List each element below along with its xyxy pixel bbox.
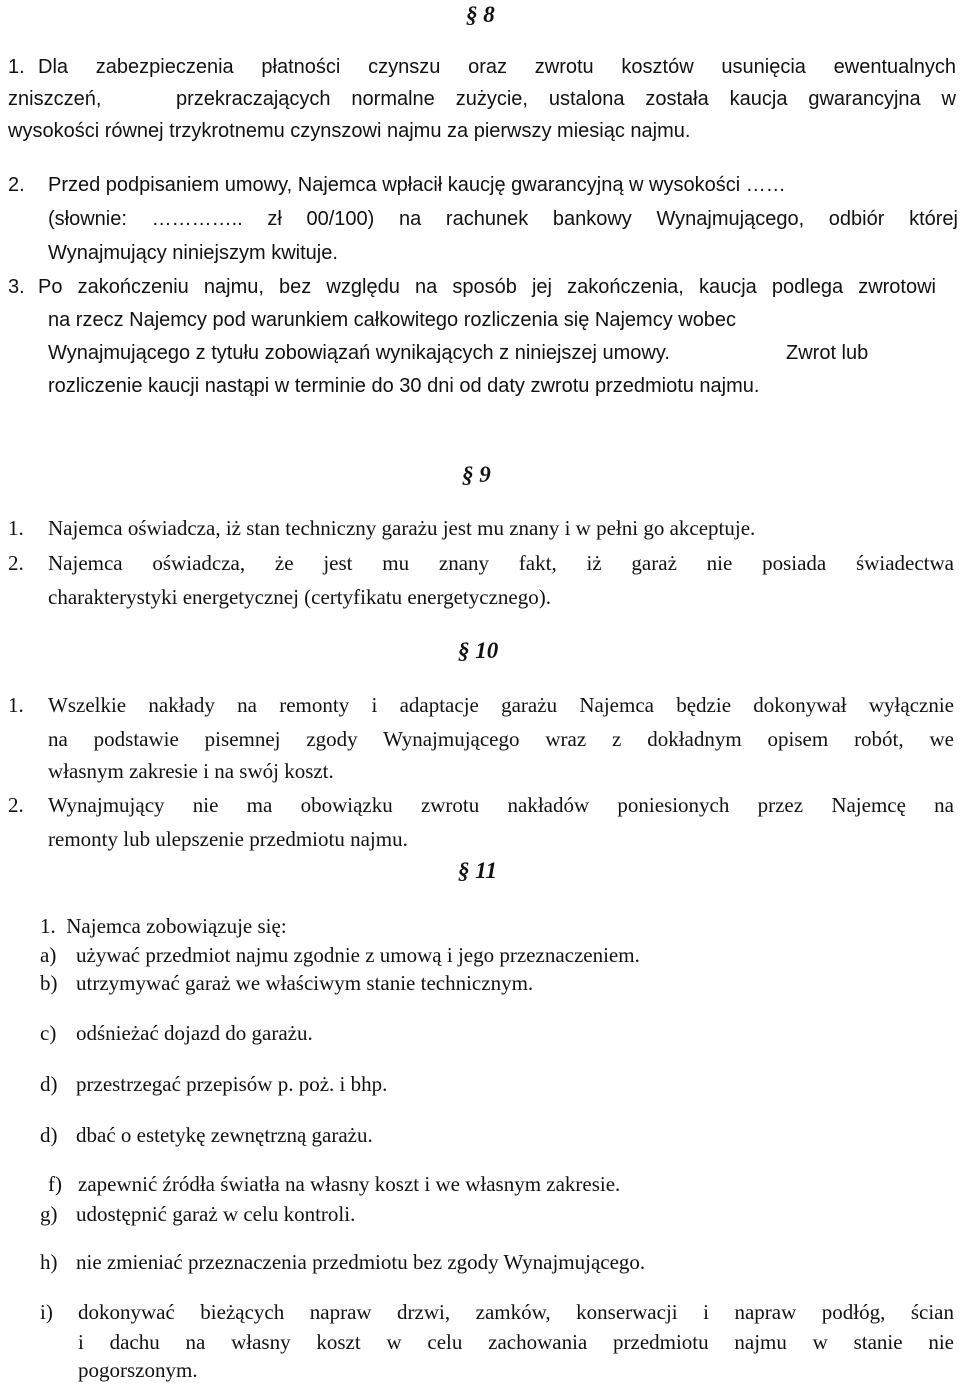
s9-p1-line-1: Najemca oświadcza, iż stan techniczny garażu jest mu znany i w pełni go akceptuje. — [48, 516, 756, 540]
section-10-heading: § 10 — [458, 638, 499, 663]
s11-item-d-letter: d) — [40, 1072, 58, 1096]
s10-p2-line-1: Wynajmujący nie ma obowiązku zwrotu nakładów poniesionych przez Najemcę na — [48, 793, 954, 817]
s8-p3-line-3a: Wynajmującego z tytułu zobowiązań wynikających z niniejszej umowy. — [48, 342, 670, 364]
s11-item-b-text: utrzymywać garaż we właściwym stanie technicznym. — [76, 971, 534, 995]
s10-p1-line-3: własnym zakresie i na swój koszt. — [48, 759, 334, 783]
s8-p1-number: 1. — [8, 56, 25, 78]
s8-p1-line-2b: przekraczających normalne zużycie, ustalona została kaucja gwarancyjna w — [176, 88, 956, 110]
s11-item-h-text: nie zmieniać przeznaczenia przedmiotu bez zgody Wynajmującego. — [76, 1250, 646, 1274]
s8-p2-line-1: Przed podpisaniem umowy, Najemca wpłacił kaucję gwarancyjną w wysokości …… — [48, 174, 786, 196]
s8-p3-line-2: na rzecz Najemcy pod warunkiem całkowitego rozliczenia się Najemcy wobec — [48, 309, 737, 331]
s11-item-g-text: udostępnić garaż w celu kontroli. — [76, 1202, 356, 1226]
s9-p2-number: 2. — [8, 551, 24, 575]
s8-p2-line-2: (słownie: ………….. zł 00/100) na rachunek bankowy Wynajmującego, odbiór której — [48, 208, 958, 230]
s11-item-c-text: odśnieżać dojazd do garażu. — [76, 1021, 313, 1045]
s11-item-a-text: używać przedmiot najmu zgodnie z umową i jego przeznaczeniem. — [76, 943, 640, 967]
s8-p3-number: 3. — [8, 276, 25, 298]
s10-p1-line-2: na podstawie pisemnej zgody Wynajmującego wraz z dokładnym opisem robót, we — [48, 727, 954, 751]
s11-item-i-letter: i) — [40, 1300, 53, 1324]
section-9-heading: § 9 — [462, 462, 491, 487]
s11-item-c-letter: c) — [40, 1021, 57, 1045]
s11-item-d-text: przestrzegać przepisów p. poż. i bhp. — [76, 1072, 388, 1096]
s10-p1-line-1: Wszelkie nakłady na remonty i adaptacje garażu Najemca będzie dokonywał wyłącznie — [48, 693, 954, 717]
s11-item-h-letter: h) — [40, 1250, 58, 1274]
s10-p2-line-2: remonty lub ulepszenie przedmiotu najmu. — [48, 827, 408, 851]
s11-item-i-line-1: dokonywać bieżących napraw drzwi, zamków, konserwacji i napraw podłóg, ścian — [78, 1300, 954, 1324]
s11-item-f-letter: f) — [48, 1172, 62, 1196]
section-11-heading: § 11 — [458, 858, 497, 883]
s9-p2-line-1: Najemca oświadcza, że jest mu znany fakt, iż garaż nie posiada świadectwa — [48, 551, 954, 575]
s11-intro: 1. Najemca zobowiązuje się: — [40, 914, 287, 938]
s9-p1-number: 1. — [8, 516, 24, 540]
s11-item-d2-text: dbać o estetykę zewnętrzną garażu. — [76, 1123, 373, 1147]
s8-p1-line-1: Dla zabezpieczenia płatności czynszu oraz zwrotu kosztów usunięcia ewentualnych — [38, 56, 956, 78]
s8-p1-line-3: wysokości równej trzykrotnemu czynszowi najmu za pierwszy miesiąc najmu. — [8, 120, 691, 142]
s10-p2-number: 2. — [8, 793, 24, 817]
s11-item-f-text: zapewnić źródła światła na własny koszt i we własnym zakresie. — [78, 1172, 621, 1196]
s8-p2-number: 2. — [8, 174, 25, 196]
s11-item-g-letter: g) — [40, 1202, 58, 1226]
s8-p3-line-1: Po zakończeniu najmu, bez względu na sposób jej zakończenia, kaucja podlega zwrotowi — [38, 276, 936, 298]
s8-p3-line-3b: Zwrot lub — [786, 342, 869, 364]
s9-p2-line-2: charakterystyki energetycznej (certyfikatu energetycznego). — [48, 585, 551, 609]
s10-p1-number: 1. — [8, 693, 24, 717]
s11-item-d2-letter: d) — [40, 1123, 58, 1147]
s11-item-i-line-3: pogorszonym. — [78, 1358, 198, 1382]
s8-p2-line-3: Wynajmujący niniejszym kwituje. — [48, 242, 338, 264]
s8-p1-line-2a: zniszczeń, — [8, 88, 102, 110]
s11-item-a-letter: a) — [40, 943, 57, 967]
section-8-heading: § 8 — [466, 2, 495, 27]
s11-item-b-letter: b) — [40, 971, 58, 995]
s8-p3-line-4: rozliczenie kaucji nastąpi w terminie do 30 dni od daty zwrotu przedmiotu najmu. — [48, 375, 760, 397]
s11-item-i-line-2: i dachu na własny koszt w celu zachowania przedmiotu najmu w stanie nie — [78, 1330, 954, 1354]
